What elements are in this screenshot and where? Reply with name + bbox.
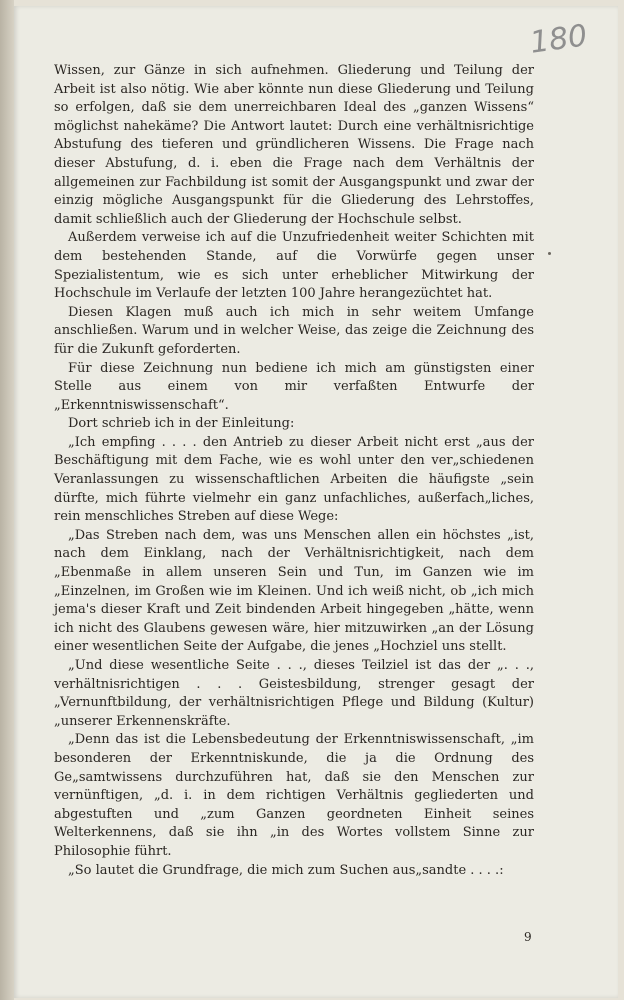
paragraph-4: Für diese Zeichnung nun bediene ich mich am günstigsten einer Stelle aus einem von mir verfaßten Entwurfe der „Erkenntniswissenschaft“. [54, 360, 534, 413]
paragraph-3: Diesen Klagen muß auch ich mich in sehr weitem Umfange anschließen. Warum und in welcher Weise, das zeige die Zeichnung des für die Zukunft geforderten. [54, 304, 534, 357]
paragraph-1: Wissen, zur Gänze in sich aufnehmen. Gliederung und Teilung der Arbeit ist also nötig. Wie aber könnte nun diese Gliederung und Teilung so erfolgen, daß sie dem unerreichbaren Ideal des „ganzen Wissens“ möglichst nahekäme? Die Antwort lautet: Durch eine verhältnisrichtige Abstufung des tieferen und gründlicheren Wissens. Die Frage nach dieser Abstufung, d. i. eben die Frage nach dem Verhältnis der allgemeinen zur Fachbildung ist somit der Ausgangspunkt und zwar der einzig mögliche Ausgangspunkt für die Gliederung des Lehrstoffes, damit schließlich auch der Gliederung der Hochschule selbst. [54, 63, 534, 227]
printed-page-number: 9 [524, 930, 532, 944]
quote-paragraph-5: „So lautet die Grundfrage, die mich zum Suchen aus„sandte . . . .: [68, 862, 504, 878]
handwritten-page-number: 180 [527, 18, 590, 61]
book-spine-shadow [0, 0, 14, 1000]
paragraph-5: Dort schrieb ich in der Einleitung: [68, 416, 295, 432]
quote-paragraph-4: „Denn das ist die Lebensbedeutung der Erkenntniswissenschaft, „im besonderen der Erkenntniskunde, die ja die Ordnung des Ge„samtwissens durchzuführen hat, daß sie den Menschen zur vernünftigen, „d. i. in dem richtigen Verhältnis gegliederten und abgestuften und „zum Ganzen geordneten Einheit seines Welterkennens, daß sie ihn „in des Wortes vollstem Sinne zur Philosophie führt. [54, 732, 534, 859]
quote-paragraph-2: „Das Streben nach dem, was uns Menschen allen ein höchstes „ist, nach dem Einklang, nach der Verhältnisrichtigkeit, nach dem „Ebenmaße in allem unseren Sein und Tun, im Ganzen wie im „Einzelnen, im Großen wie im Kleinen. Und ich weiß nicht, ob „ich mich jema's dieser Kraft und Zeit bindenden Arbeit hingegeben „hätte, wenn ich nicht des Glaubens gewesen wäre, hier mitzuwirken „an der Lösung einer wesentlichen Seite der Aufgabe, die jenes „Hochziel uns stellt. [54, 527, 534, 655]
body-text [54, 62, 534, 880]
margin-mark [548, 252, 551, 255]
quote-paragraph-3: „Und diese wesentliche Seite . . ., dieses Teilziel ist das der „. . ., verhältnisrichtigen . . . Geistesbildung, strenger gesagt der „Vernunftbildung, der verhältnisrichtigen Pflege und Bildung (Kultur) „unserer Erkennenskräfte. [54, 658, 534, 729]
quote-paragraph-1: „Ich empfing . . . . den Antrieb zu dieser Arbeit nicht erst „aus der Beschäftigung mit dem Fache, wie es wohl unter den ver„schiedenen Veranlassungen zu wissenschaftlichen Arbeiten die häufigste „sein dürfte, mich führte vielmehr ein ganz unfachliches, außerfach„liches, rein menschliches Streben auf diese Wege: [54, 434, 534, 525]
paragraph-2: Außerdem verweise ich auf die Unzufriedenheit weiter Schichten mit dem bestehenden Stande, auf die Vorwürfe gegen unser Spezialistentum, wie es sich unter erheblicher Mitwirkung der Hochschule im Verlaufe der letzten 100 Jahre herangezüchtet hat. [54, 230, 534, 302]
